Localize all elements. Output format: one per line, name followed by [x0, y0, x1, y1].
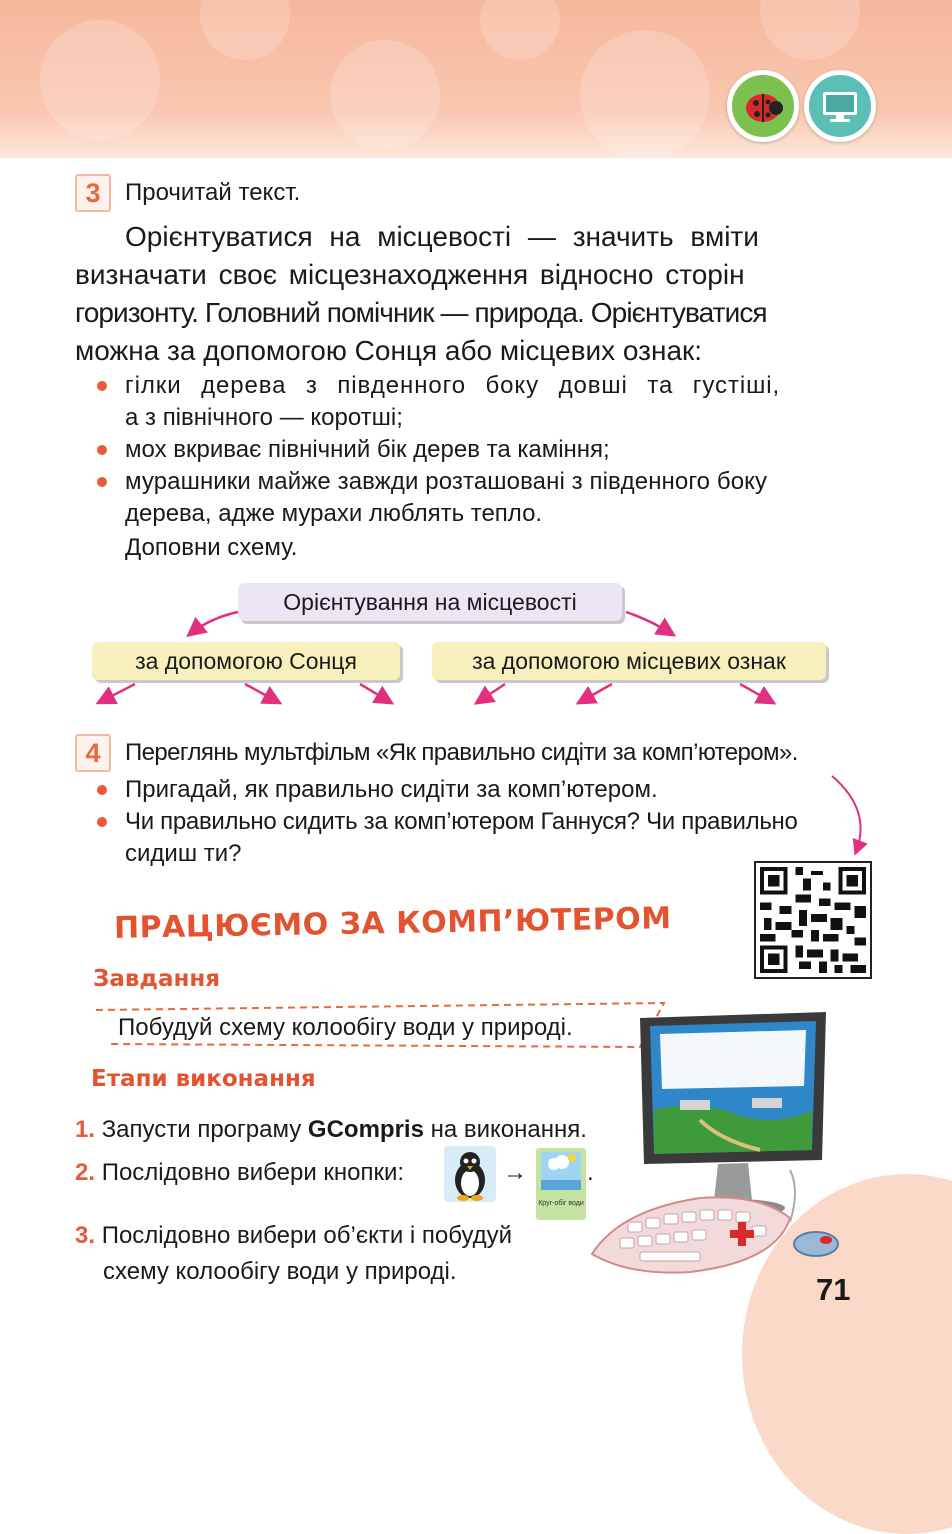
- water-cycle-button-caption: Круг-обіг води: [538, 1200, 584, 1207]
- paragraph-line-4: можна за допомогою Сонця або місцевих ознак:: [75, 335, 703, 366]
- step-1-text-before: Запусти програму: [101, 1116, 308, 1143]
- bullet-dot: [97, 817, 107, 827]
- bullet-1-line-1: гілки дерева з південного боку довші та густіші,: [125, 372, 781, 399]
- task-number-3: 3: [75, 174, 111, 212]
- paragraph-line-3: горизонту. Головний помічник — природа. Орієнтуватися: [75, 297, 767, 328]
- scheme-right: за допомогою місцевих ознак: [432, 642, 826, 680]
- penguin-button-icon[interactable]: [444, 1146, 496, 1202]
- paragraph-line-1: Орієнтуватися на місцевості — значить вміти: [125, 221, 759, 252]
- ladybug-icon: [727, 70, 799, 142]
- step-2: [75, 1157, 404, 1189]
- stages-label: Етапи виконання: [91, 1066, 316, 1092]
- section-heading: ПРАЦЮЄМО ЗА КОМП’ЮТЕРОМ: [113, 901, 672, 946]
- step-2-period: .: [587, 1159, 594, 1186]
- step-3-number: 3.: [75, 1222, 96, 1249]
- step-1-text-after: на виконання.: [423, 1116, 587, 1143]
- step-3-line-2: схему колообігу води у природі.: [103, 1258, 457, 1285]
- bullet-dot: [97, 445, 107, 455]
- water-cycle-button-icon[interactable]: [536, 1148, 586, 1220]
- step-3-line-1: [75, 1220, 512, 1252]
- step-2-number: 2.: [75, 1159, 96, 1186]
- page-number: 71: [816, 1272, 851, 1307]
- qr-code[interactable]: [754, 861, 872, 979]
- step-1: [75, 1114, 587, 1146]
- bullet-dot: [97, 785, 107, 795]
- task4-instruction: Переглянь мультфільм «Як правильно сидіти за комп’ютером».: [125, 739, 798, 766]
- bullet-3-line-1: мурашники майже завжди розташовані з південного боку: [125, 468, 768, 495]
- complete-scheme-instruction: Доповни схему.: [125, 534, 298, 561]
- bullet-3-line-2: дерева, адже мурахи люблять тепло.: [125, 500, 543, 527]
- bullet-2: мох вкриває північний бік дерев та каміння;: [125, 436, 610, 463]
- corner-decoration: [742, 1174, 952, 1534]
- bullet-dot: [97, 381, 107, 391]
- step-2-arrow: →: [503, 1159, 527, 1186]
- scheme-left: за допомогою Сонця: [92, 642, 400, 680]
- task4-bullet-2-line-2: сидиш ти?: [125, 840, 242, 867]
- bullet-dot: [97, 477, 107, 487]
- paragraph-line-2: визначати своє місцезнаходження відносно сторін: [75, 259, 745, 290]
- task-label: Завдання: [93, 966, 221, 992]
- bullet-1-line-2: а з північного — коротші;: [125, 404, 403, 431]
- task-text: Побудуй схему колообігу води у природі.: [118, 1014, 573, 1041]
- task-number-4: 4: [75, 734, 111, 772]
- step-1-program-name: GCompris: [307, 1116, 424, 1143]
- computer-monitor-icon: [804, 70, 876, 142]
- task4-bullet-2-line-1: Чи правильно сидить за комп’ютером Ганнуся? Чи правильно: [125, 808, 798, 835]
- task3-instruction: Прочитай текст.: [125, 179, 301, 206]
- scheme-root: Орієнтування на місцевості: [238, 583, 622, 621]
- step-2-text: Послідовно вибери кнопки:: [101, 1159, 405, 1186]
- step-1-number: 1.: [75, 1116, 96, 1143]
- step-3-text-line-1: Послідовно вибери об’єкти і побудуй: [101, 1222, 513, 1249]
- task4-bullet-1: Пригадай, як правильно сидіти за комп’ютером.: [125, 776, 658, 803]
